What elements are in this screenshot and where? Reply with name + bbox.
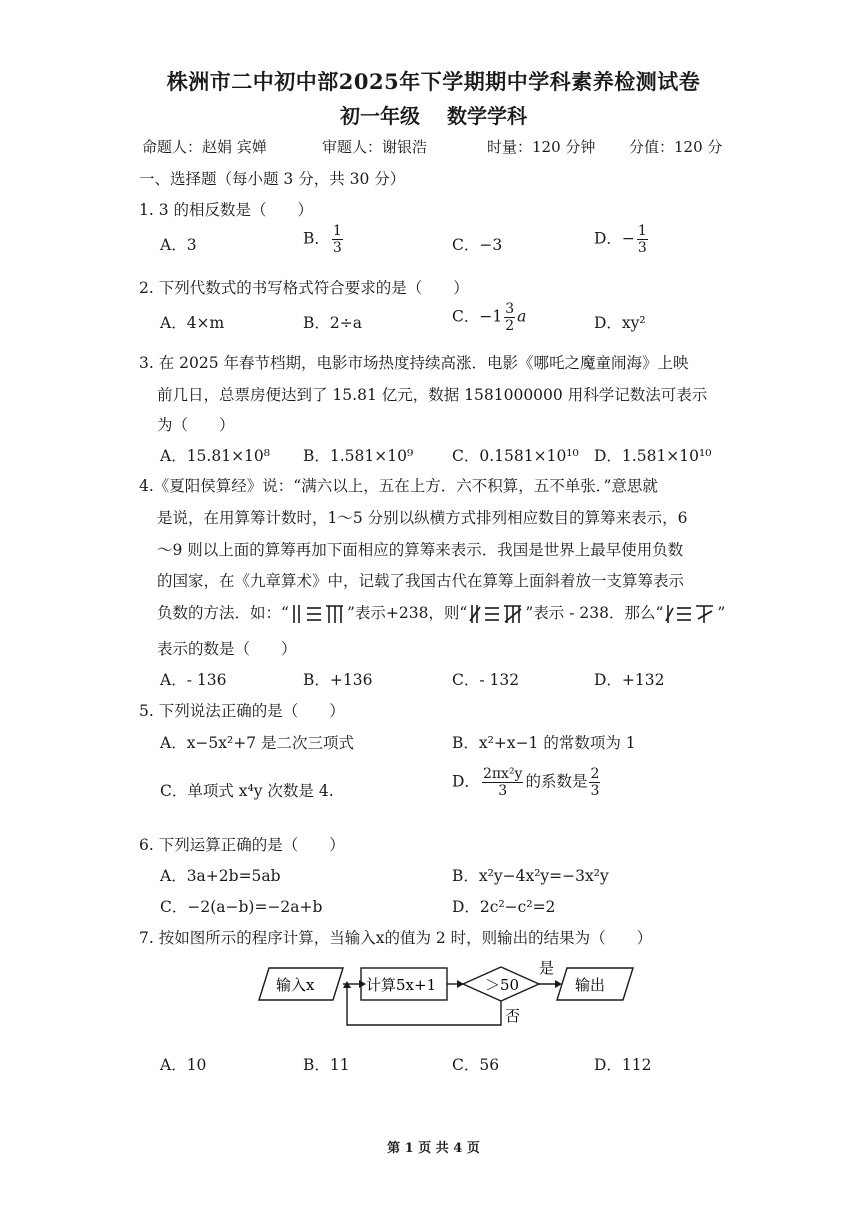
q4-option-a: A．- 136	[160, 671, 227, 689]
score-info: 分值：120 分	[629, 138, 723, 156]
flow-input-label: 输入x	[276, 976, 315, 994]
q2-option-a: A．4×m	[160, 314, 225, 332]
q4-option-c: C．- 132	[452, 671, 520, 689]
q6-stem: 6. 下列运算正确的是（ ）	[139, 836, 345, 854]
q2-stem: 2. 下列代数式的书写格式符合要求的是（ ）	[139, 279, 469, 297]
q3-option-d: D．1.581×10¹⁰	[594, 447, 712, 465]
q1-option-b: B． $\frac{1}{3}$	[303, 223, 342, 257]
q1-option-a: A．3	[160, 236, 197, 254]
q5-option-c: C．单项式 x⁴y 次数是 4.	[160, 782, 334, 800]
flow-compute-label: 计算5x+1	[366, 976, 437, 994]
q4-line3: ～9 则以上面的算筹再加下面相应的算筹来表示．我国是世界上最早使用负数	[157, 541, 684, 559]
q1-option-d: D．− $\frac{1}{3}$	[594, 223, 647, 257]
flow-yes-label: 是	[539, 959, 555, 977]
section-heading: 一、选择题（每小题 3 分，共 30 分）	[139, 170, 406, 188]
author-info: 命题人：赵娟 宾婵	[142, 138, 267, 156]
q7-option-b: B．11	[303, 1056, 350, 1074]
exam-subtitle	[0, 100, 867, 129]
q4-line4: 的国家，在《九章算术》中，记载了我国古代在算筹上面斜着放一支算筹表示	[157, 572, 685, 590]
page-footer: 第 1 页 共 4 页	[387, 1141, 480, 1156]
q4-option-d: D．+132	[594, 671, 665, 689]
fraction: $\frac{2}{3}$	[590, 766, 600, 800]
fraction: $\frac{\text{2πx²y}}{3}$	[482, 766, 523, 800]
q2-option-b: B．2÷a	[303, 314, 362, 332]
fraction: $\frac{1}{3}$	[637, 223, 647, 257]
arrowhead	[359, 980, 366, 988]
q6-option-d: D．2c²−c²=2	[452, 898, 556, 916]
q7-option-a: A．10	[160, 1056, 207, 1074]
q4-line6: 表示的数是（ ）	[157, 640, 297, 658]
q7-stem: 7. 按如图所示的程序计算，当输入x的值为 2 时，则输出的结果为（ ）	[139, 929, 653, 947]
q3-option-c: C．0.1581×10¹⁰	[452, 447, 579, 465]
q4-line2: 是说，在用算筹计数时，1～5 分别以纵横方式排列相应数目的算筹来表示，6	[157, 509, 688, 527]
counting-rods-question-icon	[665, 603, 715, 625]
flowchart-diagram	[255, 955, 645, 1035]
subject-label: 数学学科	[446, 104, 527, 128]
flow-output-label: 输出	[575, 976, 606, 994]
counting-rods-minus-238-icon	[469, 603, 523, 625]
q2-option-c: C．−1 $\frac{3}{2}$ a	[452, 301, 527, 335]
fraction: $\frac{1}{3}$	[332, 223, 342, 257]
q3-line3: 为（ ）	[157, 416, 235, 434]
q3-option-b: B．1.581×10⁹	[303, 447, 414, 465]
q4-line5: 负数的方法．如：“ ”表示+238，则“ ”表示 - 238．那么“ ”	[157, 601, 725, 625]
flow-no-label: 否	[505, 1007, 521, 1025]
fraction: $\frac{3}{2}$	[505, 301, 515, 335]
q6-option-a: A．3a+2b=5ab	[160, 867, 281, 885]
grade-label: 初一年级	[340, 104, 421, 128]
q5-option-a: A．x−5x²+7 是二次三项式	[160, 734, 355, 752]
q4-option-b: B．+136	[303, 671, 373, 689]
q1-stem: 1. 3 的相反数是（ ）	[139, 201, 314, 219]
reviewer-info: 审题人：谢银浩	[322, 138, 428, 156]
time-info: 时量：120 分钟	[487, 138, 596, 156]
q1-option-c: C．−3	[452, 236, 503, 254]
q5-option-b: B．x²+x−1 的常数项为 1	[452, 734, 636, 752]
exam-title: 株洲市二中初中部2025年下学期期中学科素养检测试卷	[166, 69, 701, 94]
q7-option-d: D．112	[594, 1056, 652, 1074]
q5-stem: 5. 下列说法正确的是（ ）	[139, 702, 345, 720]
q6-option-c: C．−2(a−b)=−2a+b	[160, 898, 323, 916]
q3-option-a: A．15.81×10⁸	[160, 447, 270, 465]
q3-line2: 前几日，总票房便达到了 15.81 亿元，数据 1581000000 用科学记数法可表示	[157, 386, 708, 404]
q2-option-d: D．xy²	[594, 314, 646, 332]
q3-line1: 3. 在 2025 年春节档期，电影市场热度持续高涨．电影《哪吒之魔童闹海》上映	[139, 354, 689, 372]
counting-rods-plus-238-icon	[291, 603, 345, 625]
q5-option-d: D． $\frac{\text{2πx²y}}{3}$ 的系数是 $\frac{2}{3}$	[452, 766, 600, 800]
arrowhead	[457, 980, 464, 988]
q4-line1: 4.《夏阳侯算经》说：“满六以上，五在上方．六不积算，五不单张．”意思就	[139, 477, 658, 495]
q7-option-c: C．56	[452, 1056, 500, 1074]
flow-compare-label: ＞50	[485, 976, 520, 994]
q6-option-b: B．x²y−4x²y=−3x²y	[452, 867, 609, 885]
